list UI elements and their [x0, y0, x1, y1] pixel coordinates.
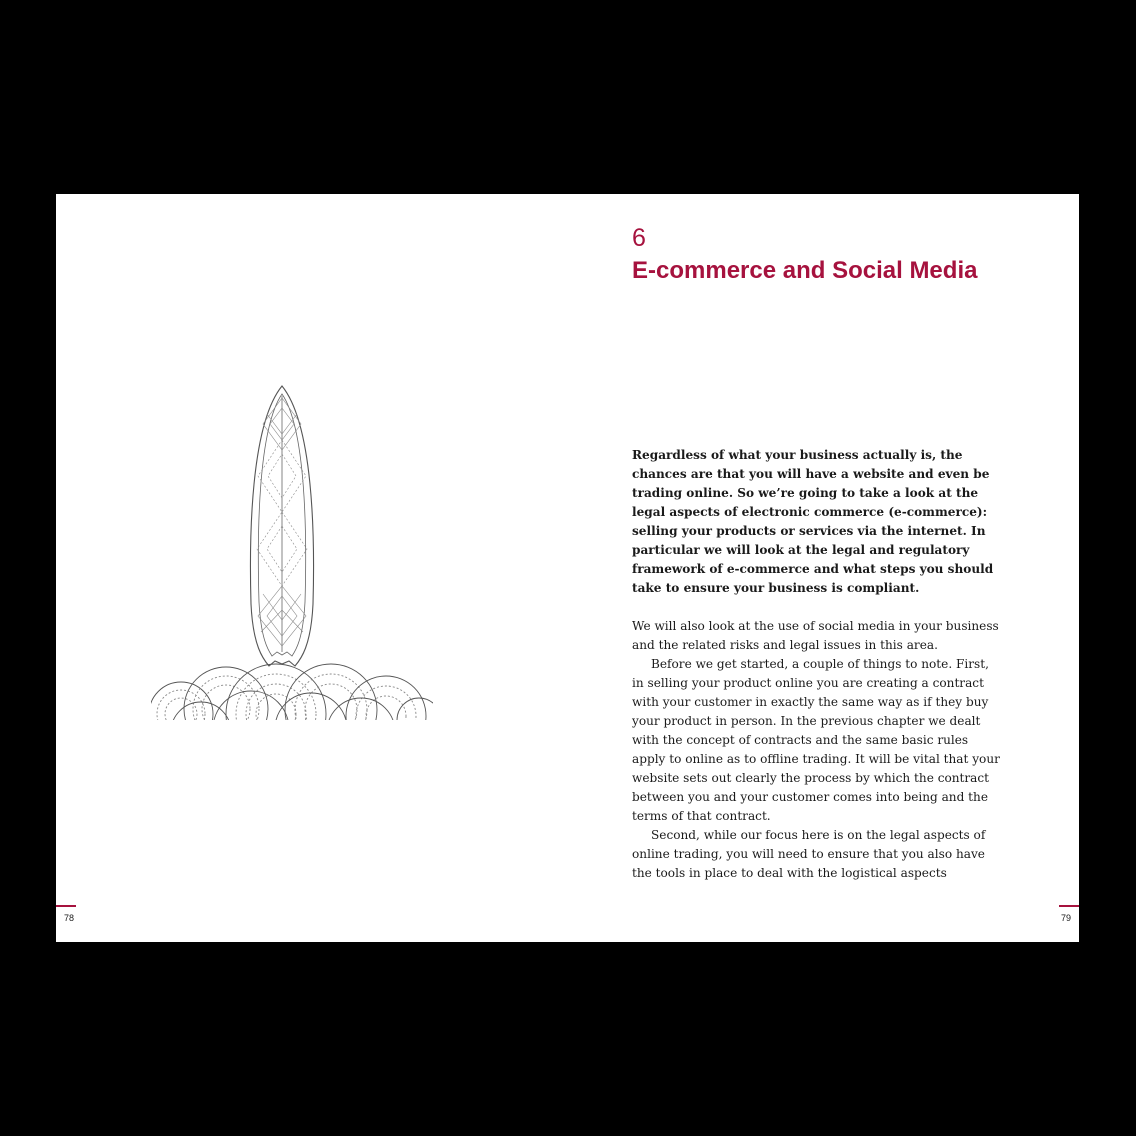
body-paragraph: We will also look at the use of social media in your business and the related risks and legal issues in this area.: [632, 619, 999, 652]
folio-rule-right: [1059, 905, 1079, 907]
chapter-title: E-commerce and Social Media: [632, 257, 978, 284]
surfboard-illustration: [151, 384, 433, 720]
folio-rule-left: [56, 905, 76, 907]
intro-paragraph: Regardless of what your business actually is, the chances are that you will have a website and even be trading online. So we’re going to take a look at the legal aspects of electronic commerce (e-commerce): selling your products or services via the internet. In particular we will look at the legal and regulatory framework of e-commerce and what steps you should take to ensure your business is compliant.: [632, 448, 994, 595]
left-page: [56, 194, 567, 942]
page-number-right: 79: [1060, 913, 1071, 923]
right-page: [568, 194, 1079, 942]
page-number-left: 78: [64, 913, 75, 923]
body-paragraph: Before we get started, a couple of things to note. First, in selling your product online you are creating a contract with your customer in exactly the same way as if they buy your product in person. In the previous chapter we dealt with the concept of contracts and the same basic rules apply to online as to offline trading. It will be vital that your website sets out clearly the process by which the contract between you and your customer comes into being and the terms of that contract.: [632, 657, 1000, 823]
body-text: [632, 446, 1004, 883]
body-paragraph: Second, while our focus here is on the legal aspects of online trading, you will need to ensure that you also have the tools in place to deal with the logistical aspects: [632, 828, 986, 880]
chapter-number: 6: [632, 224, 646, 252]
book-spread: [56, 194, 1079, 942]
